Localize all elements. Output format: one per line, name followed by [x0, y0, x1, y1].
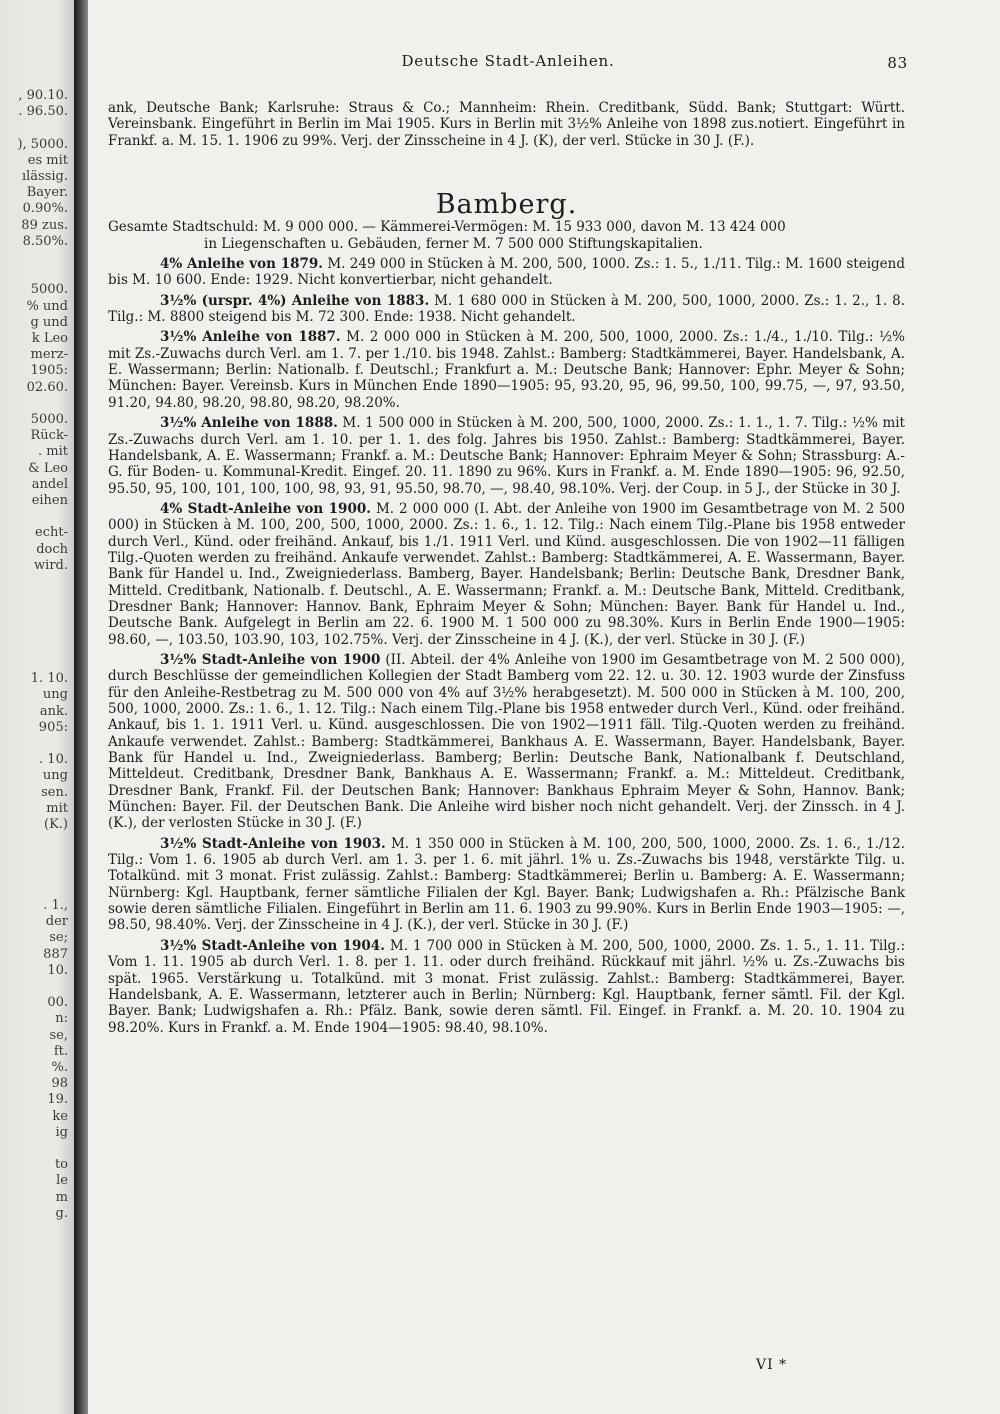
previous-page-line: g und: [30, 314, 68, 330]
loan-entry: [108, 293, 905, 326]
previous-page-line: . 10.: [39, 752, 68, 768]
previous-page-line: ig: [55, 1124, 68, 1140]
previous-page-line: le: [56, 1173, 68, 1189]
page-header: [108, 52, 908, 74]
previous-page-line: 8.50%.: [22, 233, 68, 249]
previous-page-line: 89 zus.: [21, 217, 68, 233]
previous-page-line: doch: [36, 541, 68, 557]
loan-heading: 4% Stadt-Anleihe von 1900.: [160, 500, 371, 517]
loan-heading: 3½% Anleihe von 1888.: [160, 415, 338, 432]
previous-page-line: ), 5000.: [17, 136, 68, 152]
previous-page-line: Bayer.: [26, 185, 68, 201]
previous-page-line: [0, 979, 68, 995]
loan-details: M. 2 000 000 (I. Abt. der Anleihe von 1900 im Gesamtbetrage von M. 2 500 000) in Stücken à M. 100, 200, 500, 1000, 2000. Zs.: 1. 6., 1. 12. Tilg.: Nach einem Tilg.-Plane bis 1958 entweder durch Verl., Künd. oder freihänd. Ankauf, bis 1./1. 1911 Verl. und Künd. ausgeschlossen. Die von 1902—11 fälligen Tilg.-Quoten werden zu freihänd. Ankaufe verwendet. Zahlst.: Bamberg: Stadtkämmerei, A. E. Wassermann, Bayer. Bank für Handel u. Ind., Zweigniederlass. Bamberg, Bayer. Handelsbank; Berlin: Deutsche Bank, Dresdner Bank, Mitteld. Creditbank, Nationalb. f. Deutschl., A. E. Wassermann; Frankf. a. M.: Deutsche Bank, Mitteld. Creditbank, Dresdner Bank; Hannover: Hannov. Bank, Ephraim Meyer & Sohn; München: Bayer. Bank für Handel u. Ind., Deutsche Bank. Aufgelegt in Berlin am 22. 6. 1900 M. 1 500 000 zu 98.30%. Kurs in Berlin Ende 1900—1905: 98.60, —, 103.50, 103.90, 103, 102.75%. Verj. der Zinsscheine in 4 J. (K.), der verl. Stücke in 30 J. (F.): [108, 500, 905, 648]
previous-page-line: m: [55, 1189, 68, 1205]
previous-page-line: 19.: [47, 1092, 68, 1108]
previous-page-line: 905:: [38, 719, 68, 735]
loan-entry: [108, 415, 905, 497]
previous-page-line: 5000.: [30, 282, 68, 298]
loan-heading: 4% Anleihe von 1879.: [160, 256, 323, 273]
loan-heading: 3½% (urspr. 4%) Anleihe von 1883.: [160, 292, 430, 309]
previous-page-line: merz-: [30, 347, 68, 363]
previous-page-line: ung: [42, 687, 68, 703]
previous-page-line: wird.: [34, 557, 68, 573]
previous-page-line: [0, 250, 68, 266]
previous-page-line: 1905:: [30, 363, 68, 379]
loan-details: M. 1 680 000 in Stücken à M. 200, 500, 1000, 2000. Zs.: 1. 2., 1. 8. Tilg.: M. 8800 steigend bis M. 72 300. Ende: 1938. Nicht gehandelt.: [108, 292, 905, 326]
previous-page-line: % und: [26, 298, 68, 314]
loan-entries: [108, 256, 905, 1036]
loan-entry: [108, 329, 905, 411]
previous-page-line: [0, 590, 68, 606]
previous-page-line: der: [45, 914, 68, 930]
previous-page-line: andel: [31, 476, 68, 492]
main-text: [108, 100, 905, 1036]
previous-page-line: k Leo: [31, 331, 68, 346]
loan-details: M. 1 500 000 in Stücken à M. 200, 500, 1000, 2000. Zs.: 1. 1., 1. 7. Tilg.: ½% mit Zs.-Zuwachs durch Verl. am 1. 10. per 1. 1. des folg. Jahres bis 1950. Zahlst.: Bamberg: Stadtkämmerei, Bayer. Handelsbank, A. E. Wassermann; Frankf. a. M.: Deutsche Bank; Hannover: Ephraim Meyer & Sohn; Strassburg: A.-G. für Boden- u. Kommunal-Kredit. Eingef. 20. 11. 1890 zu 96%. Kurs in Frankf. a. M. Ende 1890—1905: 96, 92.50, 95.50, 95, 100, 101, 100, 100, 98, 93, 91, 95.50, 98.70, —, 98.40, 98.10%. Verj. der Coup. in 5 J., der Stücke in 30 J.: [108, 415, 905, 497]
previous-page-line: . mit: [38, 444, 68, 460]
previous-page-line: to: [54, 1157, 68, 1173]
intro-paragraph: ank, Deutsche Bank; Karlsruhe: Straus & Co.; Mannheim: Rhein. Creditbank, Südd. Bank; Stuttgart: Württ. Vereinsbank. Eingeführt in Berlin im Mai 1905. Kurs in Berlin mit 3½% Anleihe von 1898 zus.notiert. Eingeführt in Frankf. a. M. 15. 1. 1906 zu 99%. Verj. der Zinsscheine in 4 J. (K), der verl. Stücke in 30 J. (F.).: [108, 100, 905, 149]
previous-page-line: echt-: [35, 525, 68, 541]
loan-details: M. 1 350 000 in Stücken à M. 100, 200, 500, 1000, 2000. Zs. 1. 6., 1./12. Tilg.: Vom 1. 6. 1905 ab durch Verl. am 1. 3. per 1. 6. mit jährl. 1% u. Zs.-Zuwachs bis 1948, verstärkte Tilg. u. Totalkünd. mit 3 monat. Frist zulässig. Zahlst.: Bamberg: Stadtkämmerei; Berlin u. Bamberg: A. E. Wassermann; Nürnberg: Kgl. Hauptbank, ferner sämtliche Filialen der Kgl. Bayer. Bank; Ludwigshafen a. Rh.: Pfälzische Bank sowie deren sämtliche Filialen. Eingeführt in Berlin am 11. 6. 1903 zu 99.90%. Kurs in Berlin Ende 1903—1905: —, 98.50, 98.40%. Verj. der Zinsscheine in 4 J. (K.), der verl. Stücke in 30 J. (F.): [108, 835, 906, 934]
section-summary-line-1: Gesamte Stadtschuld: M. 9 000 000. — Kämmerei-Vermögen: M. 15 933 000, davon M. 13 424 000: [108, 219, 786, 236]
previous-page-line: [0, 396, 68, 412]
previous-page-line: [0, 1141, 68, 1157]
previous-page-line: %.: [51, 1059, 68, 1075]
previous-page-line: . 96.50.: [18, 104, 68, 120]
previous-page-line: se,: [49, 1027, 68, 1043]
previous-page-line: [0, 833, 68, 849]
previous-page-line: 10.: [47, 962, 68, 978]
loan-entry: [108, 256, 905, 289]
loan-entry: [108, 938, 905, 1036]
loan-entry: [108, 501, 905, 648]
loan-heading: 3½% Stadt-Anleihe von 1903.: [160, 835, 386, 852]
loan-details: M. 249 000 in Stücken à M. 200, 500, 1000. Zs.: 1. 5., 1./11. Tilg.: M. 1600 steigend bis M. 10 600. Ende: 1929. Nicht konvertierbar, nicht gehandelt.: [108, 256, 905, 289]
previous-page-line: 00.: [47, 995, 68, 1011]
loan-entry: [108, 652, 905, 832]
previous-page-line: [0, 120, 68, 136]
sheet-signature: VI *: [756, 1357, 788, 1373]
loan-entry: [108, 836, 905, 934]
loan-heading: 3½% Stadt-Anleihe von 1904.: [160, 937, 385, 954]
previous-page-line: [0, 866, 68, 882]
book-gutter: [74, 0, 88, 1414]
previous-page-line: [0, 606, 68, 622]
previous-page-line: ung: [42, 768, 68, 784]
previous-page-line: ank.: [39, 703, 68, 719]
previous-page-line: eihen: [31, 493, 68, 509]
previous-page-line: [0, 509, 68, 525]
previous-page-line: . 1.,: [43, 897, 68, 913]
previous-page-line: 5000.: [30, 412, 68, 427]
previous-page-column: [0, 88, 68, 1222]
previous-page-line: 1. 10.: [30, 671, 68, 687]
loan-details: M. 2 000 000 in Stücken à M. 200, 500, 1000, 2000. Zs.: 1./4., 1./10. Tilg.: ½% mit Zs.-Zuwachs durch Verl. am 1. 7. per 1./10. bis 1948. Zahlst.: Bamberg: Stadtkämmerei, Bayer. Handelsbank, A. E. Wassermann; Berlin: Nationalb. f. Deutschl.; Frankfurt a. M.: Deutsche Bank; Hannover: Ephr. Meyer & Sohn; München: Bayer. Vereinsb. Kurs in München Ende 1890—1905: 95, 93.20, 95, 96, 99.50, 100, 99.75, —, 97, 93.50, 91.20, 94.80, 98.20, 98.80, 98.20, 98.20%.: [108, 329, 905, 411]
previous-page-line: g.: [55, 1205, 68, 1221]
previous-page-line: [0, 882, 68, 898]
previous-page-line: [0, 623, 68, 639]
section-summary-line-2: in Liegenschaften u. Gebäuden, ferner M. 7 500 000 Stiftungskapitalien.: [204, 235, 703, 252]
previous-page-line: ılässig.: [21, 169, 68, 184]
previous-page-line: [0, 639, 68, 655]
page-number: 83: [887, 54, 908, 72]
previous-page-line: mit: [46, 800, 68, 816]
previous-page-line: ke: [52, 1108, 68, 1124]
previous-page-line: [0, 736, 68, 752]
previous-page-line: [0, 266, 68, 282]
previous-page-line: (K.): [44, 816, 68, 832]
previous-page-line: 887: [43, 946, 68, 962]
previous-page-line: ft.: [53, 1043, 68, 1059]
previous-page-line: [0, 849, 68, 865]
previous-page-line: 02.60.: [26, 379, 68, 395]
previous-page-line: se;: [49, 930, 68, 946]
previous-page-line: [0, 574, 68, 590]
section-title: Bamberg.: [435, 189, 578, 221]
previous-page-line: es mit: [27, 152, 68, 168]
previous-page-line: n:: [55, 1011, 68, 1027]
previous-page-line: 0.90%.: [22, 201, 68, 217]
previous-page-line: [0, 655, 68, 671]
loan-heading: 3½% Anleihe von 1887.: [160, 329, 341, 346]
running-title: Deutsche Stadt-Anleihen.: [401, 52, 615, 70]
loan-heading: 3½% Stadt-Anleihe von 1900: [160, 651, 381, 668]
previous-page-line: sen.: [41, 784, 68, 800]
previous-page-line: , 90.10.: [18, 88, 68, 103]
previous-page-line: & Leo: [28, 460, 68, 476]
previous-page-line: Rück-: [30, 428, 68, 444]
loan-details: (II. Abteil. der 4% Anleihe von 1900 im Gesamtbetrage von M. 2 500 000), durch Beschlüsse der gemeindlichen Kollegien der Stadt Bamberg vom 22. 12. u. 30. 12. 1903 wurde der Zinsfuss für den Anleihe-Restbetrag zu M. 500 000 von 4% auf 3½% herabgesetzt). M. 500 000 in Stücken à M. 100, 200, 500, 1000, 2000. Zs.: 1. 6., 1. 12. Tilg.: Nach einem Tilg.-Plane bis 1958 entweder durch Verl., Künd. oder freihänd. Ankauf, bis 1. 1. 1911 Verl. u. Künd. ausgeschlossen. Die von 1902—1911 fäll. Tilg.-Quoten werden zu freihänd. Ankaufe verwendet. Zahlst.: Bamberg: Stadtkämmerei, Bankhaus A. E. Wassermann, Bayer. Handelsbank, Bayer. Bank für Handel u. Ind., Zweigniederlass. Bamberg; Berlin: Deutsche Bank, Nationalbank f. Deutschland, Mitteldeut. Creditbank, Dresdner Bank, Bankhaus A. E. Wassermann; Frankf. a. M.: Mitteldeut. Creditbank, Dresdner Bank, Frankf. Fil. der Deutschen Bank; Hannover: Bankhaus Ephraim Meyer & Sohn, Hannov. Bank; München: Bayer. Fil. der Deutschen Bank. Die Anleihe wird bisher noch nicht gehandelt. Verj. der Zinssch. in 4 J. (K.), der verlosten Stücke in 30 J. (F.): [108, 651, 905, 832]
loan-details: M. 1 700 000 in Stücken à M. 200, 500, 1000, 2000. Zs. 1. 5., 1. 11. Tilg.: Vom 1. 11. 1905 ab durch Verl. 1. 8. per 1. 11. oder durch freihänd. Rückkauf mit jährl. ½% u. Zs.-Zuwachs bis spät. 1965. Verstärkung u. Totalkünd. mit 3 monat. Frist zulässig. Zahlst.: Bamberg: Stadtkämmerei, Bayer. Handelsbank, A. E. Wassermann, letzterer auch in Berlin; Nürnberg: Kgl. Hauptbank, ferner sämtl. Fil. der Kgl. Bayer. Bank; Ludwigshafen a. Rh.: Pfälz. Bank, sowie deren sämtl. Fil. Eingef. in Frankf. a. M. 20. 10. 1904 zu 98.20%. Kurs in Frankf. a. M. Ende 1904—1905: 98.40, 98.10%.: [108, 937, 905, 1036]
previous-page-line: 98: [51, 1076, 68, 1092]
